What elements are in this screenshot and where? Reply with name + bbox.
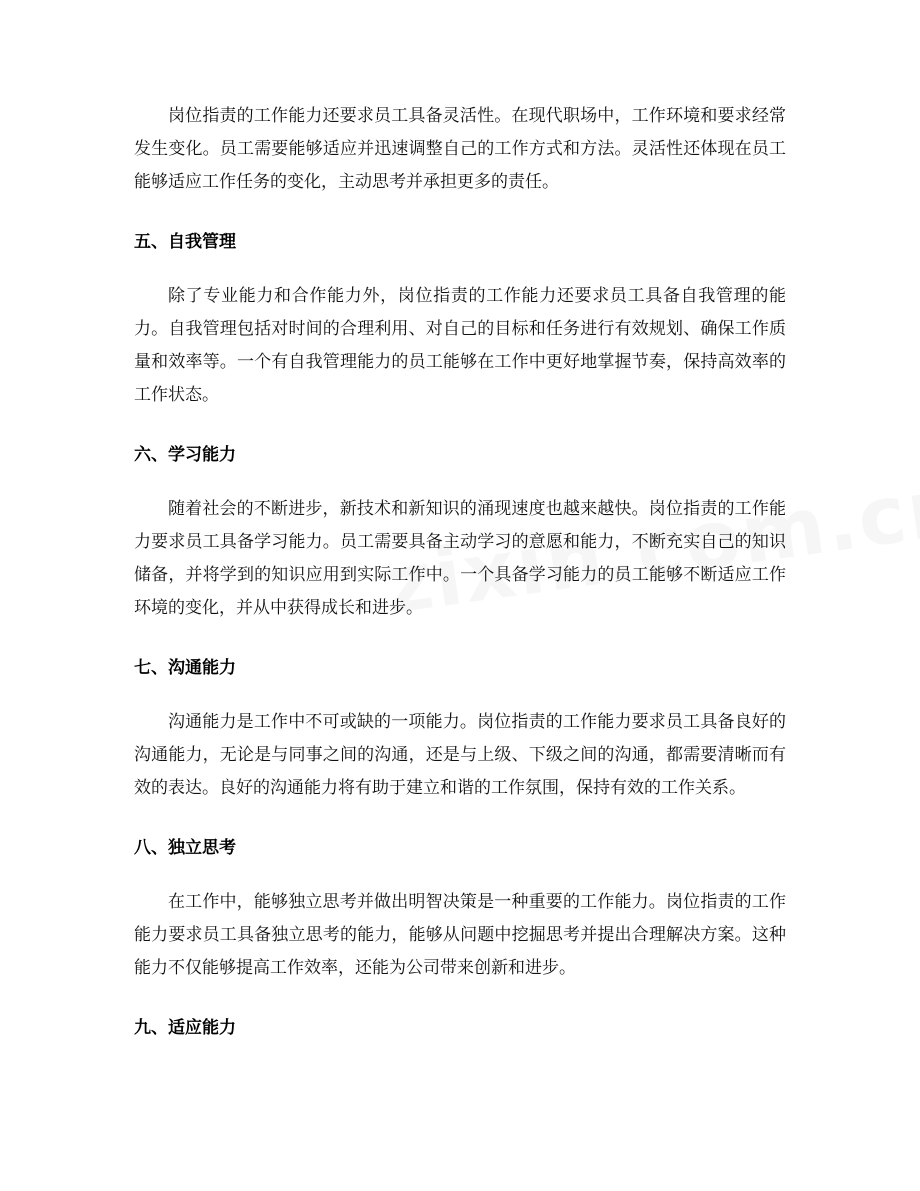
section-heading-5: 五、自我管理 [134,232,236,252]
document-body [134,100,786,1040]
section-heading-9: 九、适应能力 [134,1018,236,1038]
section-heading-8: 八、独立思考 [134,838,236,858]
section-heading-6: 六、学习能力 [134,445,236,465]
section-heading-7: 七、沟通能力 [134,658,236,678]
section-paragraph-6: 随着社会的不断进步，新技术和新知识的涌现速度也越来越快。岗位指责的工作能力要求员工具备学习能力。员工需要具备主动学习的意愿和能力，不断充实自己的知识储备，并将学到的知识应用到实际工作中。一个具备学习能力的员工能够不断适应工作环境的变化，并从中获得成长和进步。 [134,499,786,618]
section-paragraph-8: 在工作中，能够独立思考并做出明智决策是一种重要的工作能力。岗位指责的工作能力要求员工具备独立思考的能力，能够从问题中挖掘思考并提出合理解决方案。这种能力不仅能够提高工作效率，还能为公司带来创新和进步。 [134,892,786,978]
section-paragraph-7: 沟通能力是工作中不可或缺的一项能力。岗位指责的工作能力要求员工具备良好的沟通能力，无论是与同事之间的沟通，还是与上级、下级之间的沟通，都需要清晰而有效的表达。良好的沟通能力将有助于建立和谐的工作氛围，保持有效的工作关系。 [134,712,786,798]
intro-paragraph: 岗位指责的工作能力还要求员工具备灵活性。在现代职场中，工作环境和要求经常发生变化。员工需要能够适应并迅速调整自己的工作方式和方法。灵活性还体现在员工能够适应工作任务的变化，主动思考并承担更多的责任。 [134,106,786,192]
section-paragraph-5: 除了专业能力和合作能力外，岗位指责的工作能力还要求员工具备自我管理的能力。自我管理包括对时间的合理利用、对自己的目标和任务进行有效规划、确保工作质量和效率等。一个有自我管理能力的员工能够在工作中更好地掌握节奏，保持高效率的工作状态。 [134,286,786,405]
